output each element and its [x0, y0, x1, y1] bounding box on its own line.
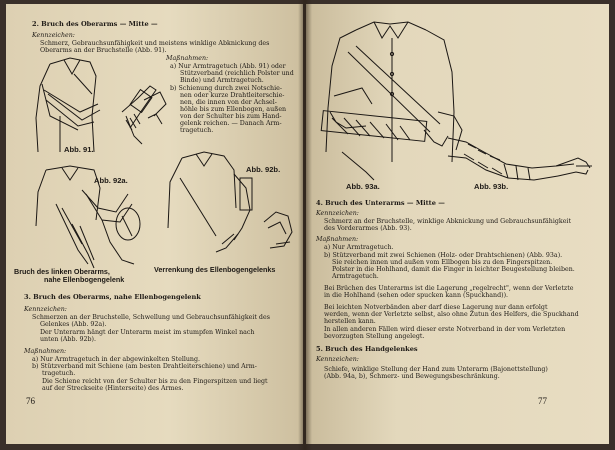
page-number-left: 76: [26, 396, 35, 406]
section5-line: (Abb. 94a, b), Schmerz- und Bewegungsbeschränkung.: [324, 373, 500, 380]
section3-kennzeichen-line: Gelenkes (Abb. 92a).: [40, 321, 107, 328]
caption-abb-92b: Abb. 92b.: [246, 165, 281, 174]
massnahmen-line: nen, die innen von der Achsel-: [180, 99, 277, 106]
caption-abb-91: Abb. 91.: [64, 145, 94, 154]
notverband-line: Bei leichten Notverbänden aber darf diese Lagerung nur dann erfolgt: [324, 304, 548, 311]
section3-massnahmen-line: a) Nur Armtragetuch in der abgewinkelten Stellung.: [32, 356, 200, 363]
notverband-line: werden, wenn der Verletzte selbst, also ohne Zutun des Helfers, die Spuckhand: [324, 311, 579, 318]
caption-abb-93b: Abb. 93b.: [474, 182, 509, 191]
massnahmen-line: nen oder kurze Drahtleiterschie-: [180, 92, 285, 99]
section4-heading: 4. Bruch des Unterarms — Mitte —: [316, 199, 445, 207]
figure-93b-illustration: [444, 128, 594, 186]
section4-massnahmen-line: Sie reichen innen und außen vom Ellbogen bis zu den Fingerspitzen.: [332, 259, 553, 266]
massnahmen-line: gelenk reichen. — Danach Arm-: [180, 120, 282, 127]
massnahmen-line: Binde) und Armtragetuch.: [180, 77, 264, 84]
caption-abb-92a: Abb. 92a.: [94, 176, 128, 185]
massnahmen-line: tragetuch.: [180, 127, 214, 134]
left-page: [6, 4, 303, 444]
massnahmen-line: höhle bis zum Ellenbogen, außen: [180, 106, 287, 113]
section4-note-line: Bei Brüchen des Unterarms ist die Lagerung „regelrecht", wenn der Verletzte: [324, 285, 574, 292]
section4-massnahmen-label: Maßnahmen:: [316, 236, 359, 243]
massnahmen-line: von der Schulter bis zum Hand-: [180, 113, 282, 120]
massnahmen-line: Stützverband (reichlich Polster und: [180, 70, 294, 77]
kennzeichen-line: Schmerz, Gebrauchsunfähigkeit und meistens winklige Abknickung des: [40, 40, 270, 47]
section4-kennzeichen-line: Schmerz an der Bruchstelle, winklige Abknickung und Gebrauchsunfähigkeit: [324, 218, 571, 225]
section5-heading: 5. Bruch des Handgelenkes: [316, 345, 418, 353]
section4-massnahmen-line: b) Stützverband mit zwei Schienen (Holz- oder Drahtschienen) (Abb. 93a).: [324, 252, 563, 259]
section3-massnahmen-line: b) Stützverband mit Schiene (am besten Drahtleiterschiene) und Arm-: [32, 363, 257, 370]
section3-heading: 3. Bruch des Oberarms, nahe Ellenbogengelenk: [24, 293, 201, 301]
section3-kennzeichen-line: unten (Abb. 92b).: [40, 336, 96, 343]
section3-massnahmen-line: Die Schiene reicht von der Schulter bis zu den Fingerspitzen und liegt: [42, 378, 268, 385]
section4-note-line: in die Hohlhand (sehen oder spucken kann (Spuckhand)).: [324, 292, 509, 299]
section4-kennzeichen-line: des Vorderarmes (Abb. 93).: [324, 225, 412, 232]
massnahmen-label: Maßnahmen:: [166, 55, 209, 62]
caption-verrenkung-ellenbogengelenk: Verrenkung des Ellenbogengelenks: [154, 265, 276, 274]
page-number-right: 77: [538, 396, 547, 406]
massnahmen-line: b) Schienung durch zwei Notschie-: [170, 85, 282, 92]
section3-massnahmen-line: auf der Streckseite (Hinterseite) des Armes.: [42, 385, 184, 392]
kennzeichen-label: Kennzeichen:: [32, 32, 75, 39]
section3-kennzeichen-line: Schmerzen an der Bruchstelle, Schwellung und Gebrauchsunfähigkeit des: [32, 314, 270, 321]
section4-massnahmen-line: Armtragetuch.: [332, 273, 379, 280]
section3-kennzeichen-line: Der Unterarm hängt der Unterarm meist im stumpfen Winkel nach: [40, 329, 255, 336]
caption-bruch-linker-oberarm: nahe Ellenbogengelenk: [44, 275, 125, 284]
section4-massnahmen-line: a) Nur Armtragetuch.: [324, 244, 394, 251]
notverband-line: bevorzugten Stellung angelegt.: [324, 333, 425, 340]
book-gutter: [298, 0, 312, 450]
section5-kennzeichen-label: Kennzeichen:: [316, 356, 359, 363]
caption-abb-93a: Abb. 93a.: [346, 182, 380, 191]
notverband-line: In allen anderen Fällen wird dieser erste Notverband in der vom Verletzten: [324, 326, 566, 333]
section5-line: Schiefe, winklige Stellung der Hand zum Unterarm (Bajonettstellung): [324, 366, 548, 373]
kennzeichen-line: Oberarms an der Bruchstelle (Abb. 91).: [40, 47, 167, 54]
right-page: [306, 4, 609, 444]
section3-kennzeichen-label: Kennzeichen:: [24, 306, 67, 313]
section3-massnahmen-label: Maßnahmen:: [24, 348, 67, 355]
figure-91-illustration: [30, 56, 170, 158]
section2-heading: 2. Bruch des Oberarms — Mitte —: [32, 20, 158, 28]
section4-massnahmen-line: Polster in die Hohlhand, damit die Finger in leichter Beugestellung bleiben.: [332, 266, 575, 273]
massnahmen-line: a) Nur Armtragetuch (Abb. 91) oder: [170, 63, 286, 70]
section4-kennzeichen-label: Kennzeichen:: [316, 210, 359, 217]
caption-bruch-linker-oberarm: Bruch des linken Oberarms,: [14, 267, 110, 276]
notverband-line: herstellen kann.: [324, 318, 376, 325]
section3-massnahmen-line: tragetuch.: [42, 370, 76, 377]
